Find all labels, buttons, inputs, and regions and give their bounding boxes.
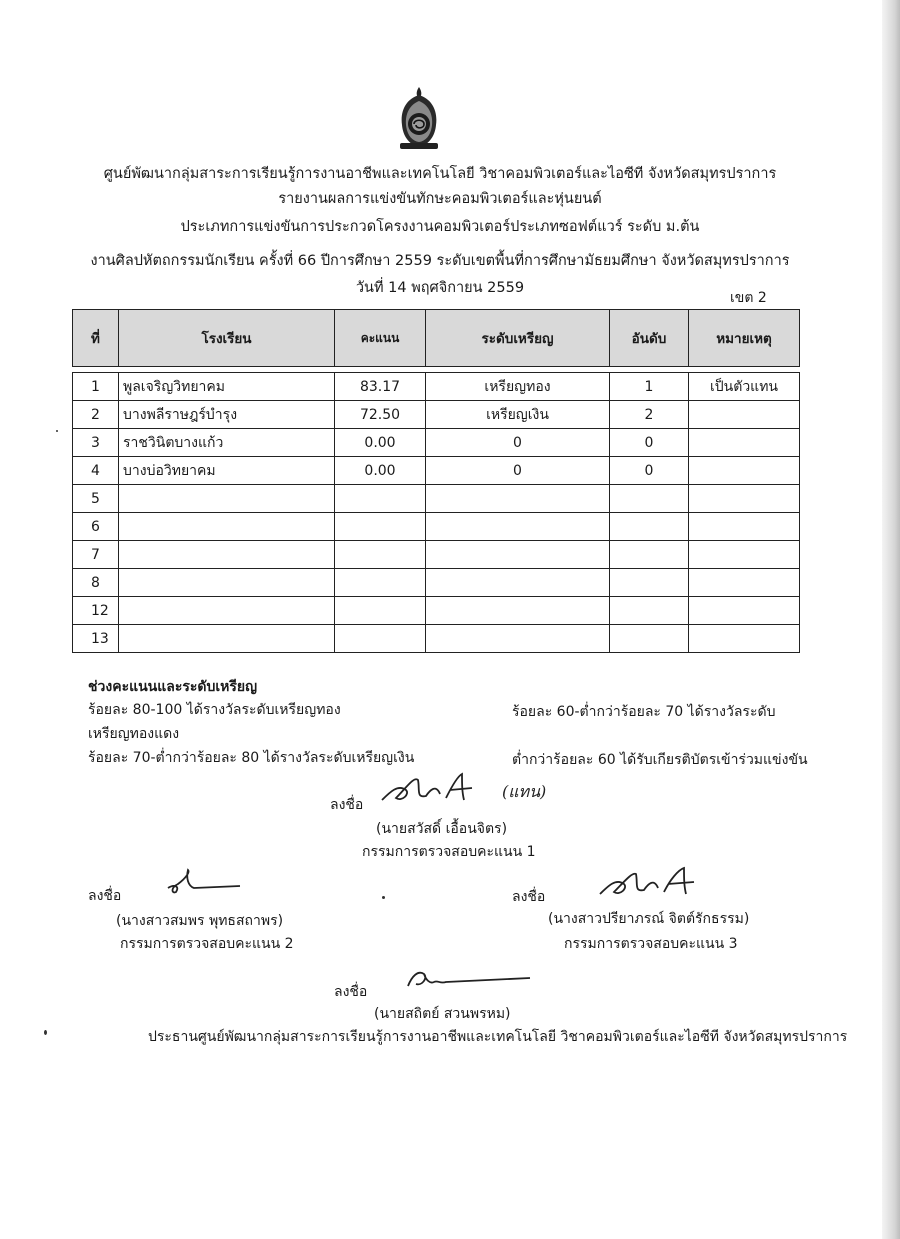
cell-rank: 1 (610, 373, 689, 401)
cell-no: 3 (73, 429, 119, 457)
cell-no: 12 (73, 597, 119, 625)
cell-note (689, 485, 800, 513)
cell-no: 5 (73, 485, 119, 513)
cell-rank (610, 513, 689, 541)
signer-2-role: กรรมการตรวจสอบคะแนน 2 (120, 936, 294, 952)
cell-rank (610, 597, 689, 625)
signer-1-name: (นายสวัสดิ์ เอื้อนจิตร) (376, 821, 508, 837)
cell-note (689, 401, 800, 429)
scan-speck (56, 430, 58, 432)
table-row (73, 597, 800, 625)
signature-1-annotation: (แทน) (502, 782, 547, 801)
cell-note (689, 457, 800, 485)
signer-2-name: (นางสาวสมพร พุทธสถาพร) (116, 913, 284, 929)
sign-label-4: ลงชื่อ (334, 984, 368, 1000)
sign-label-3: ลงชื่อ (512, 889, 546, 905)
col-header-no: ที่ (73, 310, 119, 367)
cell-school (119, 485, 335, 513)
cell-medal (426, 597, 610, 625)
cell-school (119, 569, 335, 597)
cell-score (335, 625, 426, 653)
table-row (73, 569, 800, 597)
cell-medal: 0 (426, 457, 610, 485)
header-line-3: ประเภทการแข่งขันการประกวดโครงงานคอมพิวเตอร์ประเภทซอฟต์แวร์ ระดับ ม.ต้น (180, 219, 700, 235)
cell-note (689, 625, 800, 653)
table-row (73, 541, 800, 569)
table-row (73, 401, 800, 429)
zone-label: เขต 2 (730, 290, 767, 306)
sign-label-2: ลงชื่อ (88, 888, 122, 904)
cell-note: เป็นตัวแทน (689, 373, 800, 401)
cell-note (689, 569, 800, 597)
cell-medal: เหรียญเงิน (426, 401, 610, 429)
cell-medal (426, 485, 610, 513)
signer-4-name: (นายสถิตย์ สวนพรหม) (374, 1006, 511, 1022)
signature-2-icon (164, 866, 244, 896)
cell-rank: 0 (610, 429, 689, 457)
cell-note (689, 429, 800, 457)
table-row (73, 373, 800, 401)
signer-3-name: (นางสาวปรียาภรณ์ จิตต์รักธรรม) (548, 911, 750, 927)
sign-label-1: ลงชื่อ (330, 797, 364, 813)
cell-score: 72.50 (335, 401, 426, 429)
table-header-row (73, 310, 800, 367)
cell-rank (610, 485, 689, 513)
cell-score (335, 569, 426, 597)
header-line-2: รายงานผลการแข่งขันทักษะคอมพิวเตอร์และหุ่นยนต์ (278, 191, 602, 207)
cell-school: บางพลีราษฎร์บำรุง (119, 401, 335, 429)
cell-no: 13 (73, 625, 119, 653)
signature-4-icon (404, 962, 534, 992)
signer-4-role: ประธานศูนย์พัฒนากลุ่มสาระการเรียนรู้การงานอาชีพและเทคโนโลยี วิชาคอมพิวเตอร์และไอซีที จังหวัดสมุทรปราการ (148, 1029, 848, 1045)
cell-medal: เหรียญทอง (426, 373, 610, 401)
scan-speck (44, 1030, 47, 1035)
cell-score: 0.00 (335, 429, 426, 457)
header-line-1: ศูนย์พัฒนากลุ่มสาระการเรียนรู้การงานอาชีพและเทคโนโลยี วิชาคอมพิวเตอร์และไอซีที จังหวัดสมุทรปราการ (103, 166, 777, 182)
cell-rank (610, 569, 689, 597)
cell-score: 0.00 (335, 457, 426, 485)
government-seal-icon (394, 85, 444, 151)
criteria-silver: ร้อยละ 70-ต่ำกว่าร้อยละ 80 ได้รางวัลระดับเหรียญเงิน (88, 750, 415, 766)
col-header-score: คะแนน (335, 310, 426, 367)
cell-score: 83.17 (335, 373, 426, 401)
cell-no: 7 (73, 541, 119, 569)
cell-no: 8 (73, 569, 119, 597)
col-header-rank: อันดับ (610, 310, 689, 367)
table-row (73, 429, 800, 457)
table-row (73, 457, 800, 485)
signature-3-icon (598, 866, 718, 900)
cell-note (689, 597, 800, 625)
cell-school (119, 597, 335, 625)
header-line-5: วันที่ 14 พฤศจิกายน 2559 (355, 280, 525, 296)
signer-1-role: กรรมการตรวจสอบคะแนน 1 (362, 844, 536, 860)
scan-edge-shadow (882, 0, 900, 1239)
cell-medal (426, 541, 610, 569)
cell-school (119, 625, 335, 653)
table-row (73, 513, 800, 541)
criteria-title: ช่วงคะแนนและระดับเหรียญ (88, 679, 258, 695)
cell-no: 6 (73, 513, 119, 541)
col-header-note: หมายเหตุ (689, 310, 800, 367)
cell-score (335, 541, 426, 569)
header-line-4: งานศิลปหัตถกรรมนักเรียน ครั้งที่ 66 ปีการศึกษา 2559 ระดับเขตพื้นที่การศึกษามัธยมศึกษา จังหวัดสมุทรปราการ (90, 253, 790, 269)
criteria-gold: ร้อยละ 80-100 ได้รางวัลระดับเหรียญทอง (88, 702, 341, 718)
cell-score (335, 597, 426, 625)
cell-note (689, 513, 800, 541)
cell-rank (610, 625, 689, 653)
criteria-bronze-line1: ร้อยละ 60-ต่ำกว่าร้อยละ 70 ได้รางวัลระดับ (512, 704, 776, 720)
results-table (72, 309, 800, 653)
cell-no: 4 (73, 457, 119, 485)
cell-school (119, 541, 335, 569)
table-row (73, 485, 800, 513)
criteria-participant: ต่ำกว่าร้อยละ 60 ได้รับเกียรติบัตรเข้าร่วมแข่งขัน (512, 752, 808, 768)
cell-medal (426, 625, 610, 653)
cell-school (119, 513, 335, 541)
cell-no: 1 (73, 373, 119, 401)
cell-rank: 0 (610, 457, 689, 485)
cell-school: ราชวินิตบางแก้ว (119, 429, 335, 457)
cell-school: พูลเจริญวิทยาคม (119, 373, 335, 401)
cell-rank (610, 541, 689, 569)
table-row (73, 625, 800, 653)
col-header-school: โรงเรียน (119, 310, 335, 367)
cell-medal (426, 513, 610, 541)
cell-no: 2 (73, 401, 119, 429)
col-header-medal: ระดับเหรียญ (426, 310, 610, 367)
cell-school: บางบ่อวิทยาคม (119, 457, 335, 485)
cell-score (335, 513, 426, 541)
cell-note (689, 541, 800, 569)
cell-medal (426, 569, 610, 597)
scan-speck (382, 896, 385, 899)
cell-score (335, 485, 426, 513)
signer-3-role: กรรมการตรวจสอบคะแนน 3 (564, 936, 738, 952)
criteria-bronze-line2: เหรียญทองแดง (88, 726, 180, 742)
cell-rank: 2 (610, 401, 689, 429)
cell-medal: 0 (426, 429, 610, 457)
